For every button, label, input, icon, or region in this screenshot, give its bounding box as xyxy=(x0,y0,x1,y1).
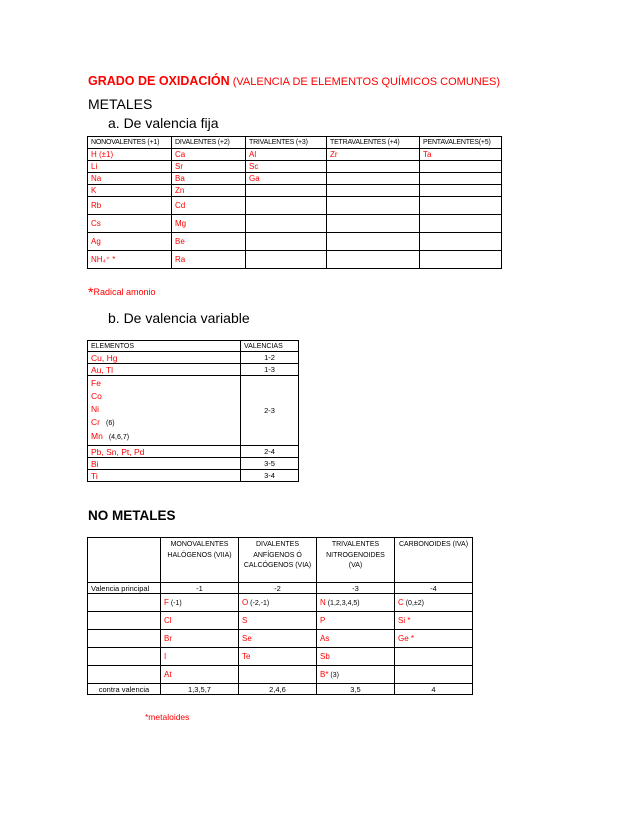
row-label: Valencia principal xyxy=(88,583,161,594)
radical-amonio-note: *Radical amonio xyxy=(88,284,156,300)
col-header: DIVALENTES (+2) xyxy=(172,137,246,149)
table-row xyxy=(88,197,502,215)
col-header: PENTAVALENTES(+5) xyxy=(420,137,502,149)
element-line xyxy=(91,403,237,416)
element-name: Bi xyxy=(91,458,99,469)
element-cell xyxy=(317,648,395,666)
valencia-principal-row xyxy=(88,583,473,594)
element-symbol: O xyxy=(242,598,249,607)
element-valences: (3) xyxy=(328,672,339,679)
valence-cell: 2-4 xyxy=(241,446,299,458)
element-cell: Be xyxy=(172,233,246,251)
element-name: Ni xyxy=(91,404,100,414)
col-header xyxy=(88,538,161,583)
element-valences: (-1) xyxy=(168,600,182,607)
element-cell: NH₄⁺ * xyxy=(88,251,172,269)
element-cell xyxy=(420,185,502,197)
empty-cell xyxy=(88,594,161,612)
empty-cell xyxy=(88,648,161,666)
element-name: Cr xyxy=(91,417,100,427)
contra-valencia-row xyxy=(88,684,473,695)
element-cell xyxy=(395,630,473,648)
element-name: Ti xyxy=(91,470,98,481)
no-metales-table xyxy=(87,537,473,695)
col-header: NONOVALENTES (+1) xyxy=(88,137,172,149)
element-symbol: As xyxy=(320,634,330,643)
element-cell: Ta xyxy=(420,149,502,161)
element-cell xyxy=(161,630,239,648)
element-cell xyxy=(161,648,239,666)
element-symbol: Se xyxy=(242,634,252,643)
element-cell xyxy=(327,185,420,197)
element-cell xyxy=(420,215,502,233)
element-cell: Ra xyxy=(172,251,246,269)
element-cell xyxy=(327,161,420,173)
element-cell xyxy=(395,612,473,630)
element-cell: Sc xyxy=(246,161,327,173)
element-cell xyxy=(395,594,473,612)
element-cell xyxy=(246,185,327,197)
element-cell xyxy=(420,161,502,173)
elements-cell xyxy=(88,470,241,482)
heading-valencia-variable: b. De valencia variable xyxy=(108,310,250,326)
elements-cell xyxy=(88,364,241,376)
table-row xyxy=(88,233,502,251)
value-cell: 3,5 xyxy=(317,684,395,695)
element-note: (6) xyxy=(105,420,115,427)
element-valences: (-2,-1) xyxy=(248,600,270,607)
element-cell xyxy=(239,630,317,648)
element-cell: Zr xyxy=(327,149,420,161)
col-header: CARBONOIDES (IVA) xyxy=(395,538,473,583)
element-symbol: Ge * xyxy=(398,634,415,643)
table-row xyxy=(88,470,299,482)
col-header: TRIVALENTES NITROGENOIDES (VA) xyxy=(317,538,395,583)
element-symbol: Te xyxy=(242,652,251,661)
table-row xyxy=(88,648,473,666)
elements-cell-group xyxy=(88,376,241,446)
table-row xyxy=(88,458,299,470)
valence-cell: 1-2 xyxy=(241,352,299,364)
element-symbol: Sb xyxy=(320,652,330,661)
col-header: DIVALENTES ANFÍGENOS Ó CALCÓGENOS (VIA) xyxy=(239,538,317,583)
element-line xyxy=(91,377,237,390)
valence-cell: 1-3 xyxy=(241,364,299,376)
element-cell xyxy=(420,173,502,185)
element-symbol: F xyxy=(164,598,169,607)
element-cell xyxy=(161,666,239,684)
col-header: TETRAVALENTES (+4) xyxy=(327,137,420,149)
table-row xyxy=(88,251,502,269)
element-cell xyxy=(161,594,239,612)
element-cell xyxy=(395,666,473,684)
table-row xyxy=(88,666,473,684)
element-cell: Ga xyxy=(246,173,327,185)
element-name: Co xyxy=(91,391,102,401)
element-symbol: Cl xyxy=(164,616,172,625)
element-cell xyxy=(161,612,239,630)
element-cell: Cd xyxy=(172,197,246,215)
element-cell xyxy=(246,215,327,233)
element-cell xyxy=(420,197,502,215)
element-cell xyxy=(420,251,502,269)
element-cell: Cs xyxy=(88,215,172,233)
element-cell: Ba xyxy=(172,173,246,185)
element-symbol: B* xyxy=(320,670,329,679)
element-cell xyxy=(317,630,395,648)
element-cell xyxy=(317,594,395,612)
table-row xyxy=(88,364,299,376)
element-symbol: N xyxy=(320,598,326,607)
element-cell xyxy=(327,197,420,215)
row-label: contra valencia xyxy=(88,684,161,695)
empty-cell xyxy=(88,612,161,630)
value-cell: -3 xyxy=(317,583,395,594)
col-header-valencias: VALENCIAS xyxy=(241,341,299,352)
table-row xyxy=(88,173,502,185)
table-row xyxy=(88,376,299,446)
element-name: Fe xyxy=(91,378,101,388)
valencia-variable-table xyxy=(87,340,299,482)
elements-cell xyxy=(88,446,241,458)
table-row xyxy=(88,149,502,161)
element-name: Au, Tl xyxy=(91,364,114,375)
element-cell: Zn xyxy=(172,185,246,197)
element-name: Pb, Sn, Pt, Pd xyxy=(91,446,145,457)
element-cell xyxy=(317,666,395,684)
empty-cell xyxy=(88,630,161,648)
heading-metales: METALES xyxy=(88,96,153,112)
empty-cell xyxy=(88,666,161,684)
element-valences: (1,2,3,4,5) xyxy=(325,600,360,607)
element-cell: Sr xyxy=(172,161,246,173)
element-cell: K xyxy=(88,185,172,197)
element-symbol: C xyxy=(398,598,404,607)
element-name: Cu, Hg xyxy=(91,352,118,363)
table-row xyxy=(88,215,502,233)
value-cell: 2,4,6 xyxy=(239,684,317,695)
element-cell xyxy=(327,233,420,251)
element-cell: Li xyxy=(88,161,172,173)
element-cell xyxy=(246,197,327,215)
element-cell xyxy=(327,173,420,185)
element-name: Mn xyxy=(91,431,103,441)
page-title: GRADO DE OXIDACIÓN (VALENCIA DE ELEMENTOS QUÍMICOS COMUNES) xyxy=(88,74,501,88)
valence-cell: 3-4 xyxy=(241,470,299,482)
table-row xyxy=(88,612,473,630)
element-cell: Al xyxy=(246,149,327,161)
element-line xyxy=(91,390,237,403)
element-cell xyxy=(239,594,317,612)
element-line xyxy=(91,430,237,444)
element-cell: Rb xyxy=(88,197,172,215)
table-row xyxy=(88,446,299,458)
col-header: TRIVALENTES (+3) xyxy=(246,137,327,149)
heading-valencia-fija: a. De valencia fija xyxy=(108,115,219,131)
element-cell: Na xyxy=(88,173,172,185)
valencia-fija-table xyxy=(87,136,502,269)
element-symbol: P xyxy=(320,616,326,625)
value-cell: -4 xyxy=(395,583,473,594)
element-cell xyxy=(317,612,395,630)
table-row xyxy=(88,352,299,364)
element-cell xyxy=(239,612,317,630)
element-cell xyxy=(327,215,420,233)
element-cell xyxy=(420,233,502,251)
heading-no-metales: NO METALES xyxy=(88,508,176,523)
element-cell: H (±1) xyxy=(88,149,172,161)
element-line xyxy=(91,416,237,430)
elements-cell xyxy=(88,458,241,470)
value-cell: 1,3,5,7 xyxy=(161,684,239,695)
element-cell: Ag xyxy=(88,233,172,251)
element-cell xyxy=(395,648,473,666)
table-row xyxy=(88,185,502,197)
element-valences: (0,±2) xyxy=(403,600,424,607)
table-row xyxy=(88,630,473,648)
table-row xyxy=(88,161,502,173)
elements-cell xyxy=(88,352,241,364)
element-note: (4,6,7) xyxy=(108,434,130,441)
element-symbol: At xyxy=(164,670,172,679)
value-cell: -1 xyxy=(161,583,239,594)
element-symbol: Si * xyxy=(398,616,411,625)
valence-cell: 3-5 xyxy=(241,458,299,470)
element-cell xyxy=(246,251,327,269)
value-cell: 4 xyxy=(395,684,473,695)
table-row xyxy=(88,594,473,612)
element-symbol: I xyxy=(164,652,167,661)
element-cell xyxy=(239,648,317,666)
value-cell: -2 xyxy=(239,583,317,594)
col-header-elementos: ELEMENTOS xyxy=(88,341,241,352)
element-cell: Mg xyxy=(172,215,246,233)
col-header: MONOVALENTES HALÓGENOS (VIIA) xyxy=(161,538,239,583)
element-symbol: S xyxy=(242,616,248,625)
element-cell xyxy=(246,233,327,251)
element-cell: Ca xyxy=(172,149,246,161)
element-cell xyxy=(239,666,317,684)
element-cell xyxy=(327,251,420,269)
valence-cell: 2-3 xyxy=(241,376,299,446)
metaloides-note: *metaloides xyxy=(145,712,190,722)
element-symbol: Br xyxy=(164,634,172,643)
